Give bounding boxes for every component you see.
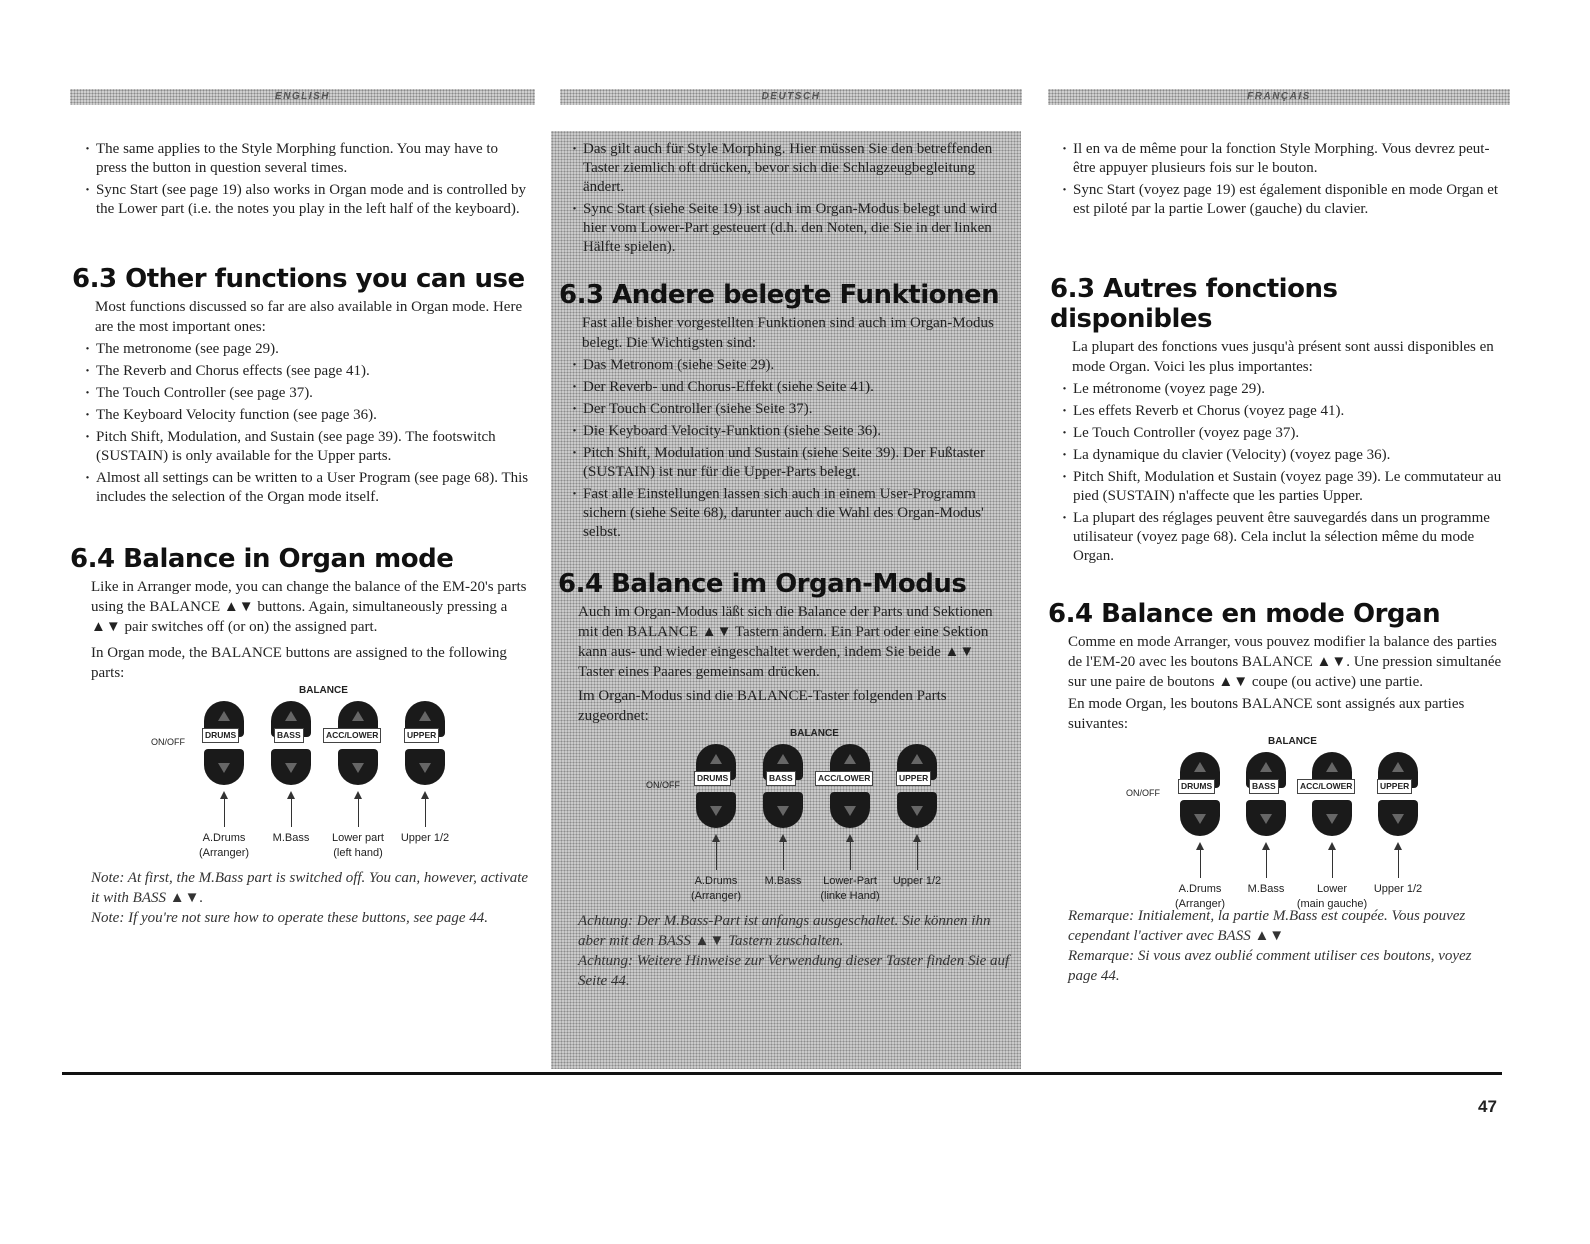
lower-part-label <box>1292 882 1372 912</box>
part-detail: (left hand) <box>333 847 383 859</box>
page-number: 47 <box>1478 1097 1497 1116</box>
column-deutsch <box>558 140 1012 991</box>
drums-label: DRUMS <box>202 728 239 743</box>
column-francais <box>1048 140 1502 986</box>
upper-label: UPPER <box>896 771 931 786</box>
note: Note: If you're not sure how to operate these buttons, see page 44. <box>91 910 489 926</box>
balance-title: BALANCE <box>299 685 348 696</box>
note: Note: At first, the M.Bass part is switched off. You can, however, activate it with BASS ▲▼. <box>91 870 529 906</box>
upper-balance-button[interactable] <box>405 701 445 785</box>
arrow-icon <box>291 793 292 827</box>
part-name: A.Drums <box>694 875 738 887</box>
drums-label: DRUMS <box>1178 779 1215 794</box>
list-item: · The metronome (see page 29). <box>85 340 532 359</box>
drums-balance-button[interactable] <box>204 701 244 785</box>
section-title: 6.3 Andere belegte Funktionen <box>559 280 1000 310</box>
bass-part-label <box>1241 882 1291 897</box>
part-detail: (main gauche) <box>1296 898 1368 910</box>
part-detail: (linke Hand) <box>820 890 880 902</box>
list-item: · Pitch Shift, Modulation und Sustain (siehe Seite 39). Der Fußtaster (SUSTAIN) ist nur für die Upper-Parts belegt. <box>572 444 1012 482</box>
part-name: M.Bass <box>764 875 802 887</box>
paragraph: In Organ mode, the BALANCE buttons are assigned to the following parts: <box>91 645 507 681</box>
arrow-icon <box>358 793 359 827</box>
drums-label: DRUMS <box>694 771 731 786</box>
paragraph: Like in Arranger mode, you can change the balance of the EM-20's parts using the BALANCE ▲▼ buttons. Again, simultaneously pressing a ▲▼ pair switches off (or on) the assigned part. <box>91 579 527 635</box>
list-item: · Das gilt auch für Style Morphing. Hier müssen Sie den betreffenden Taster ziemlich oft drücken, bevor sich die Schlagzeugbegleitung ändert. <box>572 140 1012 197</box>
list-item: · Sync Start (see page 19) also works in Organ mode and is controlled by the Lower part (i.e. the notes you play in the left half of the keyboard). <box>85 181 532 219</box>
upper-part-label <box>1367 882 1429 897</box>
bass-part-label <box>758 874 808 889</box>
acc-lower-balance-button[interactable] <box>1312 752 1352 836</box>
acc-lower-label: ACC/LOWER <box>815 771 873 786</box>
list-item: · Le métronome (voyez page 29). <box>1062 380 1502 399</box>
section-title: 6.4 Balance im Organ-Modus <box>558 569 967 599</box>
upper-balance-button[interactable] <box>897 744 937 828</box>
list-item: · Pitch Shift, Modulation, and Sustain (see page 39). The footswitch (SUSTAIN) is only available for the Upper parts. <box>85 428 532 466</box>
acc-lower-label: ACC/LOWER <box>323 728 381 743</box>
drums-balance-button[interactable] <box>696 744 736 828</box>
upper-part-label <box>394 831 456 846</box>
onoff-label: ON/OFF <box>1126 788 1160 798</box>
header-francais-label: FRANÇAIS <box>1247 91 1311 102</box>
acc-lower-balance-button[interactable] <box>338 701 378 785</box>
part-name: Lower <box>1317 883 1347 895</box>
list-item: · Sync Start (siehe Seite 19) ist auch im Organ-Modus belegt und wird hier vom Lower-Part gesteuert (d.h. den Noten, die Sie in der linken Hälfte spielen). <box>572 200 1012 257</box>
part-name: M.Bass <box>272 832 310 844</box>
list-item: · La dynamique du clavier (Velocity) (voyez page 36). <box>1062 446 1502 465</box>
bass-balance-button[interactable] <box>763 744 803 828</box>
arrow-icon <box>224 793 225 827</box>
upper-label: UPPER <box>404 728 439 743</box>
part-name: A.Drums <box>1178 883 1222 895</box>
bass-part-label <box>266 831 316 846</box>
paragraph: La plupart des fonctions vues jusqu'à présent sont aussi disponibles en mode Organ. Voici les plus importantes: <box>1072 339 1494 375</box>
list-item: · The Reverb and Chorus effects (see page 41). <box>85 362 532 381</box>
arrow-icon <box>1200 844 1201 878</box>
upper-balance-button[interactable] <box>1378 752 1418 836</box>
list-item: · Les effets Reverb et Chorus (voyez page 41). <box>1062 402 1502 421</box>
balance-title: BALANCE <box>790 728 839 739</box>
upper-part-label <box>886 874 948 889</box>
section-title: 6.3 Other functions you can use <box>72 264 525 294</box>
arrow-icon <box>425 793 426 827</box>
paragraph: En mode Organ, les boutons BALANCE sont assignés aux parties suivantes: <box>1068 696 1465 732</box>
balance-title: BALANCE <box>1268 736 1317 747</box>
arrow-icon <box>850 836 851 870</box>
bass-label: BASS <box>274 728 304 743</box>
header-english <box>70 89 535 105</box>
paragraph: Im Organ-Modus sind die BALANCE-Taster folgenden Parts zugeordnet: <box>578 688 947 724</box>
header-francais <box>1048 89 1510 105</box>
part-name: Upper 1/2 <box>400 832 450 844</box>
balance-diagram <box>578 726 1012 911</box>
part-detail: (Arranger) <box>198 847 250 859</box>
list-item: · Le Touch Controller (voyez page 37). <box>1062 424 1502 443</box>
acc-lower-label: ACC/LOWER <box>1297 779 1355 794</box>
section-title: 6.4 Balance in Organ mode <box>70 544 454 574</box>
upper-label: UPPER <box>1377 779 1412 794</box>
arrow-icon <box>1398 844 1399 878</box>
balance-diagram <box>1068 734 1502 910</box>
list-item: · Almost all settings can be written to a User Program (see page 68). This includes the selection of the Organ mode itself. <box>85 469 532 507</box>
paragraph: Auch im Organ-Modus läßt sich die Balance der Parts und Sektionen mit den BALANCE ▲▼ Tastern ändern. Ein Part oder eine Sektion kann aus- und wieder eingeschaltet werden, indem Sie beide ▲▼ Taster eines Paares gemeinsam drücken. <box>578 604 993 680</box>
header-deutsch-label: DEUTSCH <box>761 91 821 102</box>
list-item: · Pitch Shift, Modulation et Sustain (voyez page 39). Le commutateur au pied (SUSTAIN) n'affecte que les parties Upper. <box>1062 468 1502 506</box>
header-english-label: ENGLISH <box>275 91 330 102</box>
bass-balance-button[interactable] <box>1246 752 1286 836</box>
bass-label: BASS <box>1249 779 1279 794</box>
list-item: · Der Reverb- und Chorus-Effekt (siehe Seite 41). <box>572 378 1012 397</box>
note: Remarque: Initialement, la partie M.Bass est coupée. Vous pouvez cependant l'activer avec BASS ▲▼ <box>1068 908 1466 944</box>
paragraph: Most functions discussed so far are also available in Organ mode. Here are the most important ones: <box>95 299 523 335</box>
part-name: Lower part <box>332 832 384 844</box>
part-detail: (Arranger) <box>1174 898 1226 910</box>
onoff-label: ON/OFF <box>646 780 680 790</box>
list-item: · Der Touch Controller (siehe Seite 37). <box>572 400 1012 419</box>
note: Achtung: Weitere Hinweise zur Verwendung dieser Taster finden Sie auf Seite 44. <box>578 953 1010 989</box>
note: Achtung: Der M.Bass-Part ist anfangs ausgeschaltet. Sie können ihn aber mit den BASS ▲▼ Tastern zuschalten. <box>578 913 991 949</box>
paragraph: Comme en mode Arranger, vous pouvez modifier la balance des parties de l'EM-20 avec les boutons BALANCE ▲▼. Une pression simultanée sur une paire de boutons ▲▼ coupe (ou active) une partie. <box>1068 634 1502 690</box>
part-detail: (Arranger) <box>690 890 742 902</box>
list-item: · Sync Start (voyez page 19) est également disponible en mode Organ et est piloté par la partie Lower (gauche) du clavier. <box>1062 181 1502 219</box>
footer-rule <box>62 1072 1502 1075</box>
list-item: · La plupart des réglages peuvent être sauvegardés dans un programme utilisateur (voyez page 68). Cela inclut la sélection même du mode Organ. <box>1062 509 1502 566</box>
section-title: 6.4 Balance en mode Organ <box>1048 599 1441 629</box>
drums-part-label <box>194 831 254 861</box>
list-item: · Fast alle Einstellungen lassen sich auch in einem User-Programm sichern (siehe Seite 68), darunter auch die Wahl des Organ-Modus' selbst. <box>572 485 1012 542</box>
header-deutsch <box>560 89 1022 105</box>
paragraph: Fast alle bisher vorgestellten Funktionen sind auch im Organ-Modus belegt. Die Wichtigsten sind: <box>582 315 994 351</box>
arrow-icon <box>783 836 784 870</box>
arrow-icon <box>716 836 717 870</box>
drums-balance-button[interactable] <box>1180 752 1220 836</box>
drums-part-label <box>686 874 746 904</box>
acc-lower-balance-button[interactable] <box>830 744 870 828</box>
section-title: 6.3 Autres fonctions disponibles <box>1050 274 1338 334</box>
part-name: Lower-Part <box>823 875 877 887</box>
list-item: · Il en va de même pour la fonction Style Morphing. Vous devrez peut-être appuyer plusieurs fois sur le bouton. <box>1062 140 1502 178</box>
lower-part-label <box>815 874 885 904</box>
bass-label: BASS <box>766 771 796 786</box>
arrow-icon <box>1266 844 1267 878</box>
list-item: · Die Keyboard Velocity-Funktion (siehe Seite 36). <box>572 422 1012 441</box>
arrow-icon <box>917 836 918 870</box>
list-item: · The same applies to the Style Morphing function. You may have to press the button in question several times. <box>85 140 532 178</box>
balance-diagram <box>91 683 532 868</box>
onoff-label: ON/OFF <box>151 737 185 747</box>
part-name: M.Bass <box>1247 883 1285 895</box>
list-item: · The Keyboard Velocity function (see page 36). <box>85 406 532 425</box>
list-item: · Das Metronom (siehe Seite 29). <box>572 356 1012 375</box>
list-item: · The Touch Controller (see page 37). <box>85 384 532 403</box>
column-english <box>70 140 532 928</box>
part-name: A.Drums <box>202 832 246 844</box>
part-name: Upper 1/2 <box>1373 883 1423 895</box>
lower-part-label <box>323 831 393 861</box>
note: Remarque: Si vous avez oublié comment utiliser ces boutons, voyez page 44. <box>1068 948 1472 984</box>
arrow-icon <box>1332 844 1333 878</box>
drums-part-label <box>1170 882 1230 912</box>
bass-balance-button[interactable] <box>271 701 311 785</box>
part-name: Upper 1/2 <box>892 875 942 887</box>
